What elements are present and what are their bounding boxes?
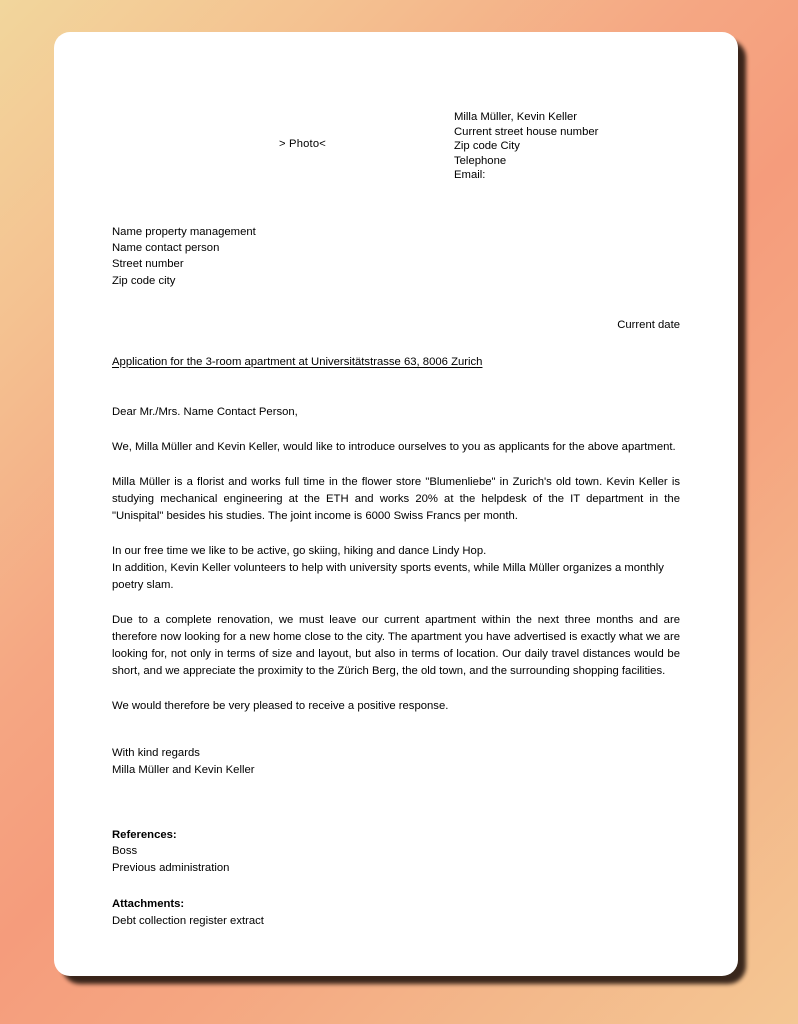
letterhead-row (112, 104, 680, 196)
closing-block (112, 745, 680, 778)
salutation: Dear Mr./Mrs. Name Contact Person, (112, 406, 298, 419)
references-item-previous-administration: Previous administration (112, 861, 230, 874)
sender-line-street: Current street house number (454, 125, 599, 138)
body-paragraph-5: Due to a complete renovation, we must leave our current apartment within the next three months and are therefore now looking for a new home close to the city. The apartment you have advertised is exactly what we are looking for, not only in terms of size and layout, but also in terms of location. Our daily travel distances would be short, and we appreciate the proximity to the Zürich Berg, the old town, and the surrounding shopping facilities. (112, 614, 680, 678)
sender-line-city: Zip code City (454, 140, 520, 153)
sender-line-email: Email: (454, 169, 486, 182)
body-paragraph-2: Milla Müller is a florist and works full time in the flower store "Blumenliebe" in Zurich's old town. Kevin Keller is studying mechanical engineering at the ETH and works 20% at the helpdesk of the IT department in the "Unispital" besides his studies. The joint income is 6000 Swiss Francs per month. (112, 476, 680, 523)
recipient-address-block (112, 224, 680, 289)
references-section (112, 827, 680, 876)
letter-content (112, 104, 680, 929)
recipient-line-contact: Name contact person (112, 242, 220, 255)
photo-placeholder: > Photo< (279, 138, 327, 150)
references-item-boss: Boss (112, 845, 138, 858)
references-heading: References: (112, 829, 177, 842)
attachments-heading: Attachments: (112, 898, 185, 911)
recipient-line-management: Name property management (112, 226, 256, 238)
sender-line-name: Milla Müller, Kevin Keller (454, 111, 578, 123)
attachments-section (112, 896, 680, 929)
recipient-line-city: Zip code city (112, 274, 176, 287)
recipient-line-street: Street number (112, 258, 184, 271)
sender-address-block (454, 110, 598, 183)
body-paragraph-3: In our free time we like to be active, go skiing, hiking and dance Lindy Hop. (112, 545, 487, 558)
closing-signature: Milla Müller and Kevin Keller (112, 763, 255, 776)
attachments-item-debt-collection-extract: Debt collection register extract (112, 914, 264, 927)
subject-line: Application for the 3-room apartment at Universitätstrasse 63, 8006 Zurich (112, 355, 483, 368)
letter-page (54, 32, 738, 976)
closing-regards: With kind regards (112, 747, 200, 760)
body-paragraph-1: We, Milla Müller and Kevin Keller, would like to introduce ourselves to you as applicants for the above apartment. (112, 441, 676, 454)
body-paragraph-6: We would therefore be very pleased to receive a positive response. (112, 700, 449, 713)
sender-line-telephone: Telephone (454, 154, 507, 167)
date-line: Current date (617, 318, 680, 331)
body-paragraph-4: In addition, Kevin Keller volunteers to help with university sports events, while Milla Müller organizes a monthly poetry slam. (112, 562, 664, 592)
